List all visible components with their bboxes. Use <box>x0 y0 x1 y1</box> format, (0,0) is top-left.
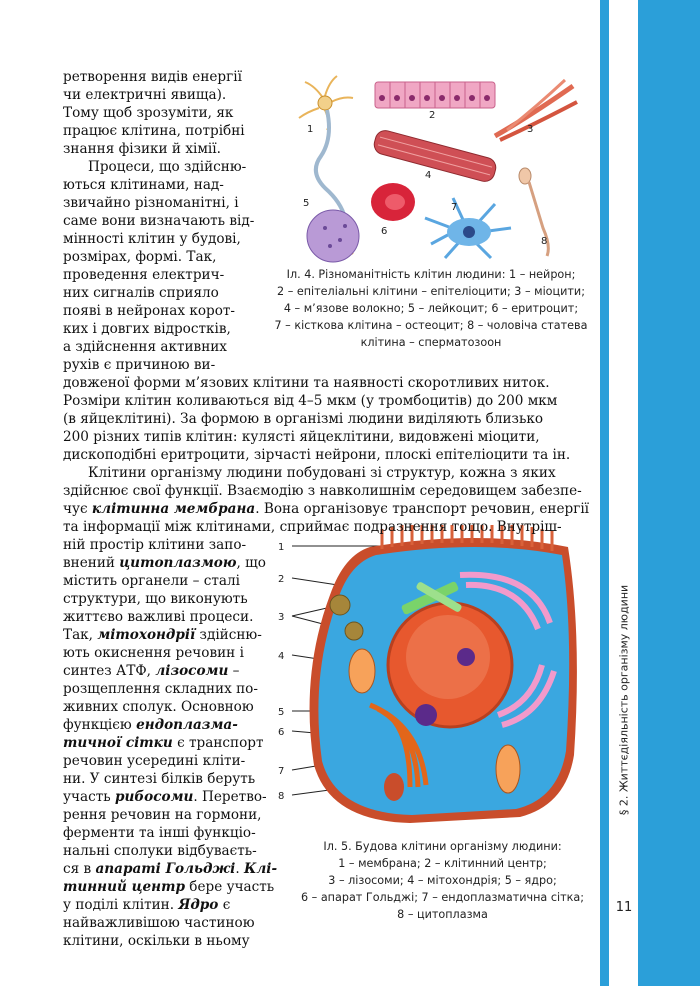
text-line: ся в апараті Гольджі. Клі- <box>63 861 278 877</box>
fig5-caption: Іл. 5. Будова клітини організму людини: 1 – мембрана; 2 – клітинний центр; 3 – лізосоми; 4 – мітохондрія; 5 – ядро; 6 – апарат Гольджі; 7 – ендоплазматична сітка; 8 – цитоплазма <box>301 840 584 921</box>
text-line: ній простір клітини запо- <box>63 537 247 553</box>
fig4-caption: Іл. 4. Різноманітність клітин людини: 1 – нейрон; 2 – епітеліальні клітини – епітеліоцити; 3 – міоцити; 4 – м’язове волокно; 5 – лейкоцит; 6 – еритроцит; 7 – кісткова клітина – остеоцит; 8 – чоловіча статева клітина – сперматозоон <box>274 268 588 349</box>
text-line: звичайно різноманітні, і <box>63 195 239 211</box>
text-line: ферменти та інші функціо- <box>63 825 256 841</box>
fig5-label-3: 3 <box>278 612 285 623</box>
text-line: речовин усередині кліти- <box>63 753 246 769</box>
text-line: саме вони визначають від- <box>63 213 255 229</box>
term: цитоплазмою <box>119 555 237 571</box>
osteocyte-image <box>425 198 511 258</box>
text-line: 200 різних типів клітин: кулясті яйцеклітини, видовжені міоцити, <box>63 429 540 445</box>
leukocyte-image <box>307 210 359 262</box>
text-line: довженої форми м’язових клітини та наявності скоротливих ниток. <box>63 375 550 391</box>
text-line: проведення електрич- <box>63 267 225 283</box>
text-line: структури, що виконують <box>63 591 248 607</box>
term: лізосоми <box>155 663 229 679</box>
fig5-label-6: 6 <box>278 727 285 738</box>
term: Клі- <box>243 861 278 877</box>
text-line: рення речовин на гормони, <box>63 807 262 823</box>
fig4-label-8: 8 <box>541 236 548 247</box>
fig5-label-1: 1 <box>278 542 285 553</box>
term: ендоплазма- <box>136 717 238 733</box>
term: тинний центр <box>63 879 185 895</box>
text-line: живних сполук. Основною <box>63 699 254 715</box>
fig4-label-7: 7 <box>451 202 458 213</box>
fig5-label-2: 2 <box>278 574 285 585</box>
text-line: ни. У синтезі білків беруть <box>63 771 256 787</box>
fig4-label-5: 5 <box>303 198 310 209</box>
text-line: чує клітинна мембрана. Вона організовує транспорт речовин, енергії <box>63 501 590 517</box>
fig4-label-1: 1 <box>307 124 314 135</box>
text-line: дископодібні еритроцити, зірчасті нейрони, плоскі епітеліоцити та ін. <box>63 447 571 463</box>
text-line: ють окиснення речовин і <box>63 645 244 661</box>
text-line: Так, мітохондрії здійсню- <box>63 627 262 643</box>
text-line: ких і довгих відростків, <box>63 321 231 337</box>
text-line: клітини, оскільки в ньому <box>63 933 250 949</box>
text-line: них сигналів сприяло <box>63 285 219 301</box>
fig5-label-5: 5 <box>278 707 285 718</box>
text-line: життєво важливі процеси. <box>63 609 254 625</box>
myocytes-image <box>495 80 577 140</box>
sidebar-strip <box>609 0 638 986</box>
fig5-label-8: 8 <box>278 791 285 802</box>
text-line: а здійснення активних <box>63 339 227 355</box>
fig5-label-4: 4 <box>278 651 285 662</box>
fig4-label-4: 4 <box>425 170 432 181</box>
term: тичної сітки <box>63 735 173 751</box>
text-line: та інформації між клітинами, сприймає подразнення тощо. Внутріш- <box>63 519 562 535</box>
text-line: у поділі клітин. Ядро є <box>63 897 231 913</box>
text-line: ються клітинами, над- <box>63 177 224 193</box>
term: Ядро <box>178 897 219 913</box>
text-line: функцією ендоплазма- <box>63 717 238 733</box>
fig4-label-3: 3 <box>527 124 534 135</box>
text-line: (в яйцеклітині). За формою в організмі людини виділяють близько <box>63 411 544 427</box>
erythrocyte-image <box>371 183 415 221</box>
term: рибосоми <box>114 789 194 805</box>
text-line: знання фізики й хімії. <box>63 141 221 157</box>
text-line: мінності клітин у будові, <box>63 231 241 247</box>
fig4-label-6: 6 <box>381 226 388 237</box>
text-line: розщеплення складних по- <box>63 681 258 697</box>
text-line: тичної сітки є транспорт <box>63 735 264 751</box>
text-line: Тому щоб зрозуміти, як <box>63 105 234 121</box>
text-line: працює клітина, потрібні <box>63 123 245 139</box>
text-line: чи електричні явища). <box>63 87 227 103</box>
fig4-label-2: 2 <box>429 110 436 121</box>
text-line: появі в нейронах корот- <box>63 303 235 319</box>
text-line: внений цитоплазмою, що <box>63 555 266 571</box>
term: апараті Гольджі <box>95 861 236 877</box>
text-line: здійснює свої функції. Взаємодію з навколишнім середовищем забезпе- <box>63 483 582 499</box>
cell-structure-illustration <box>270 525 585 835</box>
page-number: 11 <box>615 900 633 915</box>
text-line: участь рибосоми. Перетво- <box>63 789 267 805</box>
text-line: Процеси, що здійсню- <box>88 159 247 175</box>
fig5-label-7: 7 <box>278 766 285 777</box>
text-line: синтез АТФ, лізосоми – <box>63 663 240 679</box>
text-line: розмірах, формі. Так, <box>63 249 217 265</box>
term: клітинна мембрана <box>91 501 256 517</box>
text-line: Розміри клітин коливаються від 4–5 мкм (у тромбоцитів) до 200 мкм <box>63 393 558 409</box>
cell-types-illustration <box>285 68 585 263</box>
text-line: нальні сполуки відбуваєть- <box>63 843 257 859</box>
muscle-fiber-image <box>372 128 498 183</box>
epithelial-cells-image <box>375 82 495 108</box>
cell-image <box>310 525 577 823</box>
text-line: Клітини організму людини побудовані зі структур, кожна з яких <box>88 465 556 481</box>
text-line: містить органели – сталі <box>63 573 240 589</box>
text-line: тинний центр бере участь <box>63 879 275 895</box>
text-line: рухів є причиною ви- <box>63 357 216 373</box>
section-title: § 2. Життєдіяльність організму людини <box>617 584 631 816</box>
term: мітохондрії <box>97 627 196 643</box>
text-line: ретворення видів енергії <box>63 69 242 85</box>
text-line: найважливішою частиною <box>63 915 255 931</box>
